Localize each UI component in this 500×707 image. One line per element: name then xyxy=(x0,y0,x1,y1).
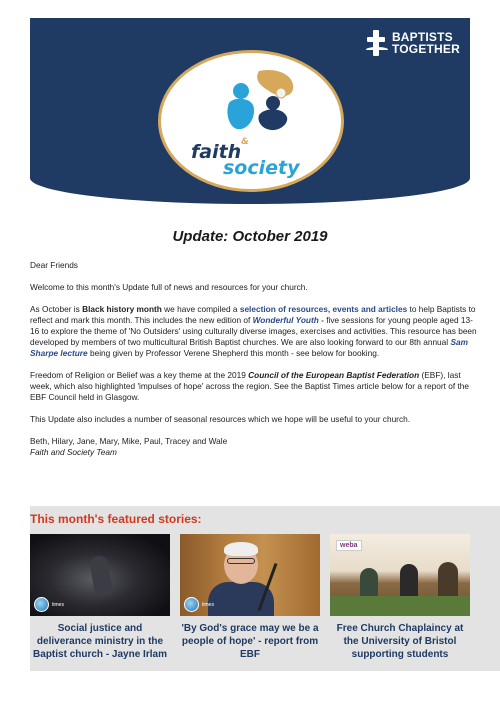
signoff-team: Faith and Society Team xyxy=(30,447,117,457)
story-image[interactable] xyxy=(30,534,170,616)
black-history-paragraph: As October is Black history month we have compiled a selection of resources, events and articles to help Baptists to reflect and mark this month. This includes the new edition of Wonderful Youth - five sessions for young people aged 13-16 to explore the theme of 'No Outsiders' using culturally diverse images, exercises and activities. This resource has been developed by members of two multicultural British Baptist churches. We are also looking forward to our 8th annual Sam Sharpe lecture being given by Professor Verene Shepherd this month - see below for booking. xyxy=(30,304,477,358)
glasses-shape xyxy=(227,558,255,564)
signoff xyxy=(30,436,480,458)
story-card-social-justice[interactable] xyxy=(30,534,170,661)
ebf-council-text: Council of the European Baptist Federation xyxy=(248,370,420,380)
featured-stories-section xyxy=(30,506,500,671)
featured-stories-heading: This month's featured stories: xyxy=(30,512,202,526)
wonderful-youth-link[interactable]: Wonderful Youth xyxy=(252,315,319,325)
seasonal-paragraph: This Update also includes a number of seasonal resources which we hope will be useful to your church. xyxy=(30,414,411,424)
story-caption[interactable]: Free Church Chaplaincy at the University of Bristol supporting students xyxy=(336,623,464,660)
story-badge: times xyxy=(52,602,64,608)
brand-line-2: TOGETHER xyxy=(391,42,460,56)
page-title: Update: October 2019 xyxy=(172,228,328,245)
story-badge: times xyxy=(202,602,214,608)
logo-word-society: society xyxy=(223,157,300,179)
logo-word-faith: faith xyxy=(191,141,242,163)
figures-logo-icon xyxy=(219,67,299,139)
header-banner xyxy=(30,18,470,204)
story-card-ebf-report[interactable] xyxy=(180,534,320,661)
baptist-times-globe-icon xyxy=(34,597,49,612)
story-image[interactable] xyxy=(330,534,470,616)
signoff-names: Beth, Hilary, Jane, Mary, Mike, Paul, Tracey and Wale xyxy=(30,436,228,446)
intro-paragraph: Welcome to this month's Update full of news and resources for your church. xyxy=(30,282,308,292)
baptist-times-globe-icon xyxy=(184,597,199,612)
ebf-paragraph: Freedom of Religion or Belief was a key theme at the 2019 Council of the European Baptist Federation (EBF), last week, which also highlighted 'impulses of hope' across the region. See the Baptist Times article below for a report of the EBF Council held in Glasgow. xyxy=(30,370,469,402)
baptists-together-wordmark xyxy=(392,31,460,55)
story-card-chaplaincy[interactable] xyxy=(330,534,470,661)
baptists-together-cross-icon xyxy=(366,30,388,56)
logo-ampersand: & xyxy=(241,137,249,147)
baptists-together-logo[interactable] xyxy=(366,30,460,56)
resources-events-link[interactable]: selection of resources, events and articles xyxy=(239,304,408,314)
brand-line-1: BAPTISTS xyxy=(391,30,453,44)
update-body xyxy=(30,260,480,458)
story-image[interactable] xyxy=(180,534,320,616)
greeting: Dear Friends xyxy=(30,260,78,270)
sam-sharpe-lecture-link[interactable]: Sam Sharpe lecture xyxy=(30,337,468,358)
faith-and-society-logo xyxy=(158,50,344,192)
weba-logo: weba xyxy=(336,540,362,551)
hand-silhouette xyxy=(89,555,114,598)
story-caption[interactable]: Social justice and deliverance ministry in the Baptist church - Jayne Irlam xyxy=(33,623,167,660)
story-caption[interactable]: 'By God's grace may we be a people of hope' - report from EBF xyxy=(181,623,319,660)
black-history-month-text: Black history month xyxy=(82,304,162,314)
